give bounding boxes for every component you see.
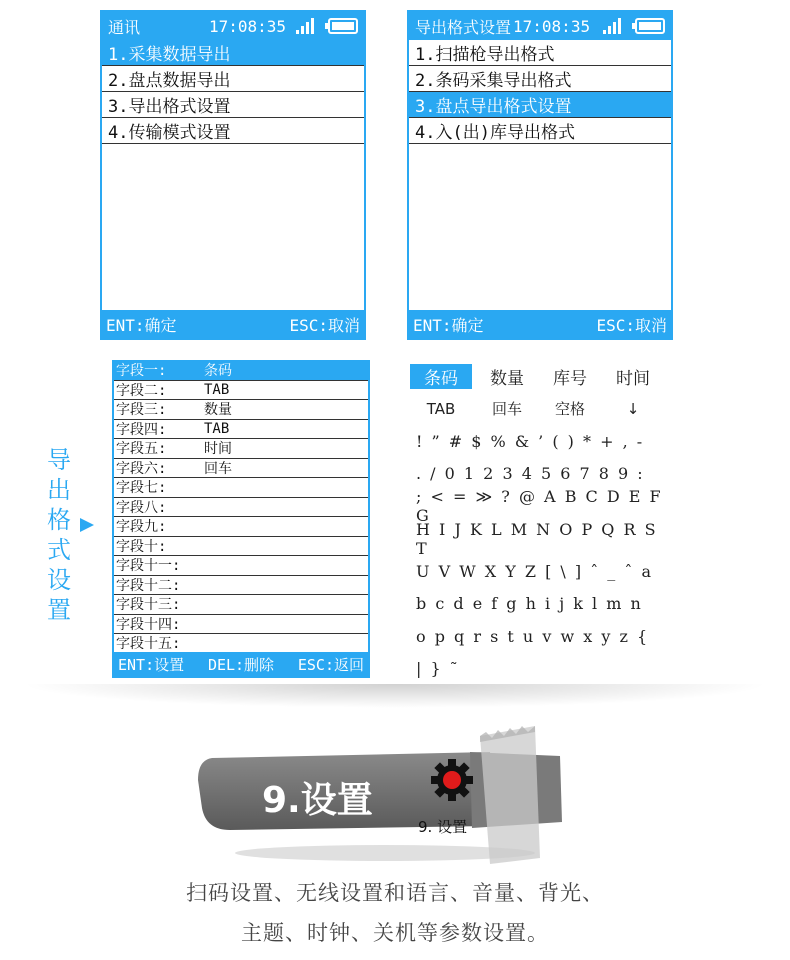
description-line-2: 主题、时钟、关机等参数设置。 bbox=[241, 921, 549, 945]
field-row[interactable] bbox=[114, 459, 368, 479]
back-key[interactable]: ESC:返回 bbox=[297, 655, 364, 674]
field-value: TAB bbox=[204, 420, 230, 437]
token-space[interactable]: 空格 bbox=[554, 400, 585, 419]
token-tab[interactable]: TAB bbox=[426, 399, 456, 418]
divider-shadow bbox=[20, 684, 770, 708]
field-name: 字段三: bbox=[116, 402, 167, 419]
menu-item-stock-format[interactable]: 4.入(出)库导出格式 bbox=[409, 118, 671, 144]
char-row[interactable]: ; < = ≫ ? @ A B C D E F G bbox=[416, 487, 663, 526]
menu-item-inventory-format[interactable]: 3.盘点导出格式设置 bbox=[409, 92, 671, 118]
banner-title: 9.设置 bbox=[262, 780, 373, 821]
battery-icon bbox=[328, 18, 358, 34]
field-row[interactable] bbox=[114, 595, 368, 615]
token-enter[interactable]: 回车 bbox=[491, 400, 522, 419]
token-store-no[interactable]: 库号 bbox=[553, 368, 587, 389]
field-name: 字段八: bbox=[116, 499, 167, 516]
menu-item-scanner-format[interactable]: 1.扫描枪导出格式 bbox=[409, 40, 671, 66]
battery-icon bbox=[635, 18, 665, 34]
export-format-screen bbox=[407, 10, 673, 340]
screen-title: 通讯 bbox=[108, 17, 141, 37]
token-row bbox=[410, 360, 670, 393]
field-value: TAB bbox=[204, 381, 230, 398]
field-value: 条码 bbox=[204, 363, 232, 380]
status-bar bbox=[102, 12, 364, 40]
field-row[interactable] bbox=[114, 361, 368, 381]
footer-bar bbox=[102, 310, 364, 338]
menu-item-export-format[interactable]: 3.导出格式设置 bbox=[102, 92, 364, 118]
comm-menu-screen bbox=[100, 10, 366, 340]
field-name: 字段十一: bbox=[116, 558, 181, 575]
field-row[interactable] bbox=[114, 420, 368, 440]
field-name: 字段十四: bbox=[116, 616, 181, 633]
set-key[interactable]: ENT:设置 bbox=[118, 655, 185, 674]
token-down-arrow[interactable]: ↓ bbox=[626, 399, 640, 418]
cancel-key[interactable]: ESC:取消 bbox=[289, 315, 360, 335]
field-value: 数量 bbox=[204, 402, 232, 419]
field-row[interactable] bbox=[114, 439, 368, 459]
section-banner bbox=[190, 718, 580, 868]
token-barcode[interactable]: 条码 bbox=[410, 364, 472, 389]
field-name: 字段十二: bbox=[116, 577, 181, 594]
confirm-key[interactable]: ENT:确定 bbox=[106, 315, 177, 335]
field-row[interactable] bbox=[114, 615, 368, 635]
field-row[interactable] bbox=[114, 498, 368, 518]
field-row[interactable] bbox=[114, 576, 368, 596]
field-value: 回车 bbox=[204, 460, 232, 477]
field-row[interactable] bbox=[114, 400, 368, 420]
char-row[interactable]: b c d e f g h i j k l m n bbox=[416, 594, 643, 614]
gear-icon-label: 9. 设置 bbox=[418, 818, 468, 836]
field-row[interactable] bbox=[114, 517, 368, 537]
status-bar bbox=[409, 12, 671, 40]
field-name: 字段二: bbox=[116, 382, 167, 399]
footer-bar bbox=[114, 652, 368, 676]
field-name: 字段十三: bbox=[116, 597, 181, 614]
footer-bar bbox=[409, 310, 671, 338]
token-quantity[interactable]: 数量 bbox=[490, 368, 524, 389]
confirm-key[interactable]: ENT:确定 bbox=[413, 315, 484, 335]
screen-title: 导出格式设置 bbox=[415, 17, 512, 37]
field-row[interactable] bbox=[114, 634, 368, 654]
char-row[interactable]: U V W X Y Z [ \ ] ˆ _ ˆ a bbox=[416, 561, 653, 581]
clock: 17:08:35 bbox=[513, 16, 591, 36]
gear-icon bbox=[431, 759, 473, 801]
clock: 17:08:35 bbox=[208, 16, 286, 36]
field-value: 时间 bbox=[204, 441, 232, 458]
field-name: 字段五: bbox=[116, 441, 167, 458]
character-picker bbox=[410, 360, 670, 685]
field-name: 字段十: bbox=[116, 538, 167, 555]
menu-item-collect-export[interactable]: 1.采集数据导出 bbox=[102, 40, 364, 66]
signal-icon bbox=[603, 18, 625, 34]
menu-item-transfer-mode[interactable]: 4.传输模式设置 bbox=[102, 118, 364, 144]
token-time[interactable]: 时间 bbox=[616, 368, 650, 389]
field-name: 字段十五: bbox=[116, 636, 181, 653]
char-row[interactable]: ! ” # $ % & ’ ( ) * + , - bbox=[416, 431, 645, 451]
arrow-right-icon bbox=[80, 518, 94, 532]
field-name: 字段四: bbox=[116, 421, 167, 438]
field-row[interactable] bbox=[114, 556, 368, 576]
field-name: 字段七: bbox=[116, 480, 167, 497]
field-row[interactable] bbox=[114, 537, 368, 557]
token-row bbox=[410, 393, 670, 426]
delete-key[interactable]: DEL:删除 bbox=[207, 655, 275, 674]
field-setup-screen bbox=[112, 360, 370, 678]
char-row[interactable]: | } ˜ bbox=[416, 659, 460, 679]
menu-item-barcode-format[interactable]: 2.条码采集导出格式 bbox=[409, 66, 671, 92]
cancel-key[interactable]: ESC:取消 bbox=[596, 315, 667, 335]
menu-item-inventory-export[interactable]: 2.盘点数据导出 bbox=[102, 66, 364, 92]
description-line-1: 扫码设置、无线设置和语言、音量、背光、 bbox=[186, 881, 604, 905]
field-row[interactable] bbox=[114, 478, 368, 498]
side-label: 导 出 格 式 设 置 bbox=[47, 446, 71, 624]
char-row[interactable]: o p q r s t u v w x y z { bbox=[416, 626, 650, 646]
signal-icon bbox=[296, 18, 318, 34]
char-row[interactable]: . / 0 1 2 3 4 5 6 7 8 9 : bbox=[416, 464, 645, 484]
field-name: 字段六: bbox=[116, 460, 167, 477]
field-name: 字段九: bbox=[116, 519, 167, 536]
field-name: 字段一: bbox=[116, 363, 167, 380]
char-row[interactable]: H I J K L M N O P Q R S T bbox=[416, 519, 658, 558]
field-row[interactable] bbox=[114, 381, 368, 401]
